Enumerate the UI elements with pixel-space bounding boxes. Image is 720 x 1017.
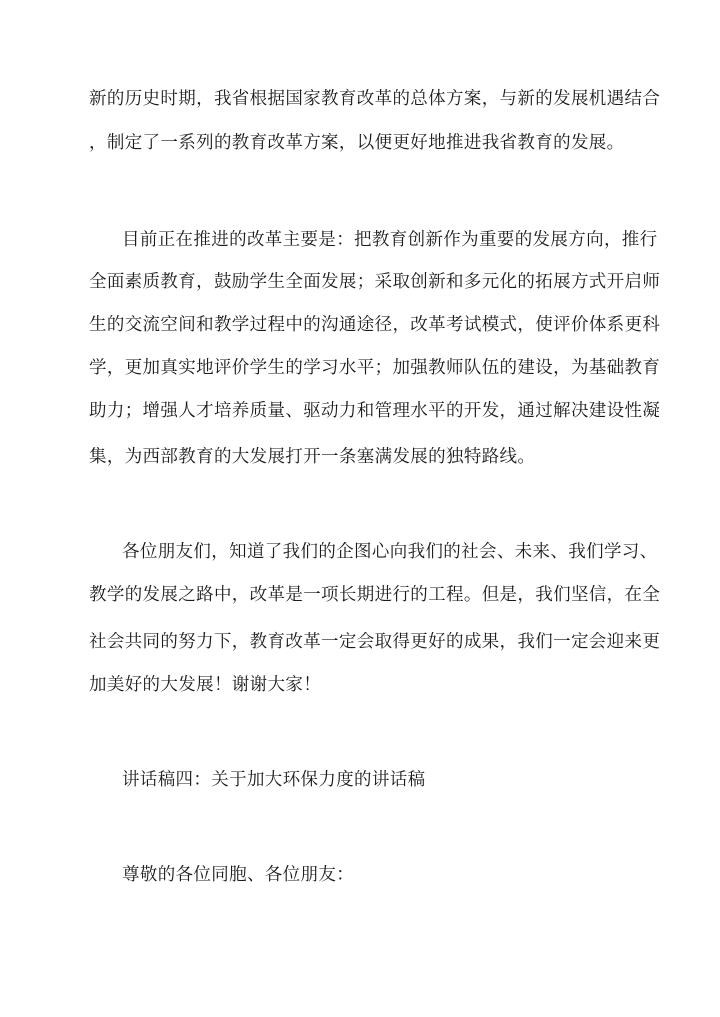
paragraph-2-line-3: 生的交流空间和教学过程中的沟通途径，改革考试模式，使评价体系更科 — [89, 315, 661, 335]
paragraph-3-line-3: 社会共同的努力下，教育改革一定会取得更好的成果，我们一定会迎来更 — [89, 632, 661, 652]
salutation: 尊敬的各位同胞、各位朋友： — [122, 865, 355, 885]
paragraph-2-line-2: 全面素质教育，鼓励学生全面发展；采取创新和多元化的拓展方式开启师 — [89, 272, 661, 292]
paragraph-1-line-2: ，制定了一系列的教育改革方案，以便更好地推进我省教育的发展。 — [89, 133, 625, 153]
section-heading: 讲话稿四：关于加大环保力度的讲话稿 — [122, 770, 426, 790]
paragraph-1-line-1: 新的历史时期，我省根据国家教育改革的总体方案，与新的发展机遇结合 — [89, 89, 661, 109]
paragraph-2-line-1: 目前正在推进的改革主要是：把教育创新作为重要的发展方向，推行 — [122, 230, 658, 250]
paragraph-3-line-2: 教学的发展之路中，改革是一项长期进行的工程。但是，我们坚信，在全 — [89, 585, 661, 605]
paragraph-3-line-1: 各位朋友们，知道了我们的企图心向我们的社会、未来、我们学习、 — [122, 542, 658, 562]
paragraph-2-line-6: 集，为西部教育的大发展打开一条塞满发展的独特路线。 — [89, 447, 536, 467]
paragraph-3-line-4: 加美好的大发展！谢谢大家！ — [89, 675, 322, 695]
paragraph-2-line-5: 助力；增强人才培养质量、驱动力和管理水平的开发，通过解决建设性凝 — [89, 401, 661, 421]
paragraph-2-line-4: 学，更加真实地评价学生的学习水平；加强教师队伍的建设，为基础教育 — [89, 358, 661, 378]
